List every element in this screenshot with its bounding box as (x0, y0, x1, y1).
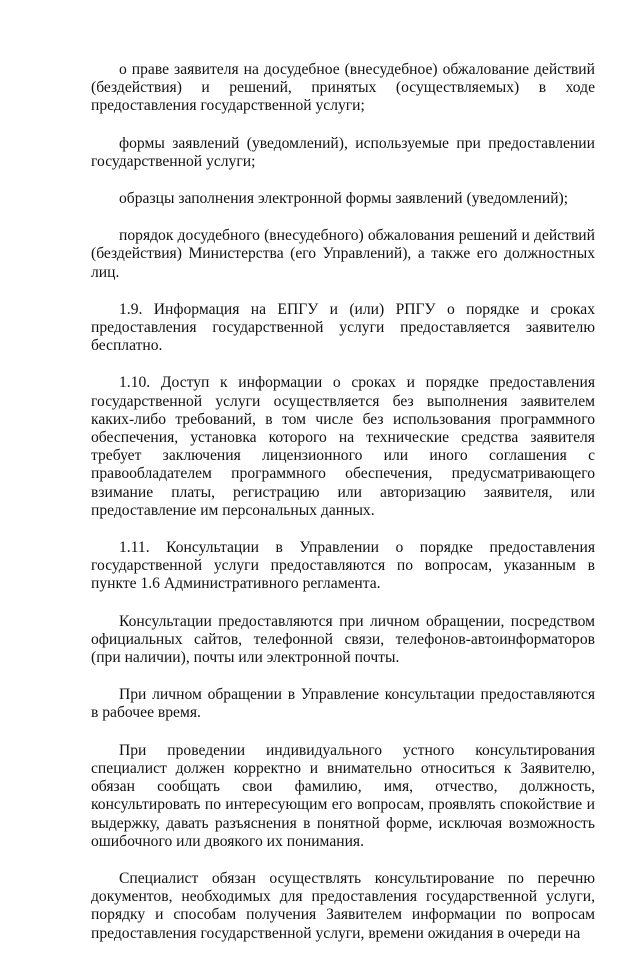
paragraph-specialist-duties: Специалист обязан осуществлять консультирование по перечню документов, необходимых для предоставления государственной услуги, порядку и способам получения Заявителем информации по вопросам предоставления государственной услуги, времени ожидания в очереди на (91, 869, 595, 942)
document-body (91, 61, 595, 962)
paragraph-application-forms: формы заявлений (уведомлений), используемые при предоставлении государственной услуги; (91, 134, 595, 170)
paragraph-personal-visit: При личном обращении в Управление консультации предоставляются в рабочее время. (91, 686, 595, 722)
paragraph-1-9: 1.9. Информация на ЕПГУ и (или) РПГУ о порядке и сроках предоставления государственной услуги предоставляется заявителю бесплатно. (91, 300, 595, 355)
paragraph-appeal-procedure: порядок досудебного (внесудебного) обжалования решений и действий (бездействия) Министерства (его Управлений), а также его должностных лиц. (91, 227, 595, 281)
paragraph-consultation-channels: Консультации предоставляются при личном обращении, посредством официальных сайтов, телефонной связи, телефонов-автоинформаторов (при наличии), почты или электронной почты. (91, 612, 595, 667)
paragraph-appeal-rights: о праве заявителя на досудебное (внесудебное) обжалование действий (бездействия) и решений, принятых (осуществляемых) в ходе предоставления государственной услуги; (91, 61, 595, 115)
paragraph-oral-consultation: При проведении индивидуального устного консультирования специалист должен корректно и внимательно относиться к Заявителю, обязан сообщать свои фамилию, имя, отчество, должность, консультировать по интересующим его вопросам, проявлять спокойствие и выдержку, давать разъяснения в понятной форме, исключая возможность ошибочного или двоякого их понимания. (91, 741, 595, 850)
paragraph-1-11: 1.11. Консультации в Управлении о порядке предоставления государственной услуги предоставляются по вопросам, указанным в пункте 1.6 Административного регламента. (91, 539, 595, 593)
paragraph-1-10: 1.10. Доступ к информации о сроках и порядке предоставления государственной услуги осуществляется без выполнения заявителем каких-либо требований, в том числе без использования программного обеспечения, установка которого на технические средства заявителя требует заключения лицензионного или иного соглашения с правообладателем программного обеспечения, предусматривающего взимание платы, регистрацию или авторизацию заявителя, или предоставление им персональных данных. (91, 374, 595, 519)
paragraph-form-samples: образцы заполнения электронной формы заявлений (уведомлений); (119, 190, 569, 208)
